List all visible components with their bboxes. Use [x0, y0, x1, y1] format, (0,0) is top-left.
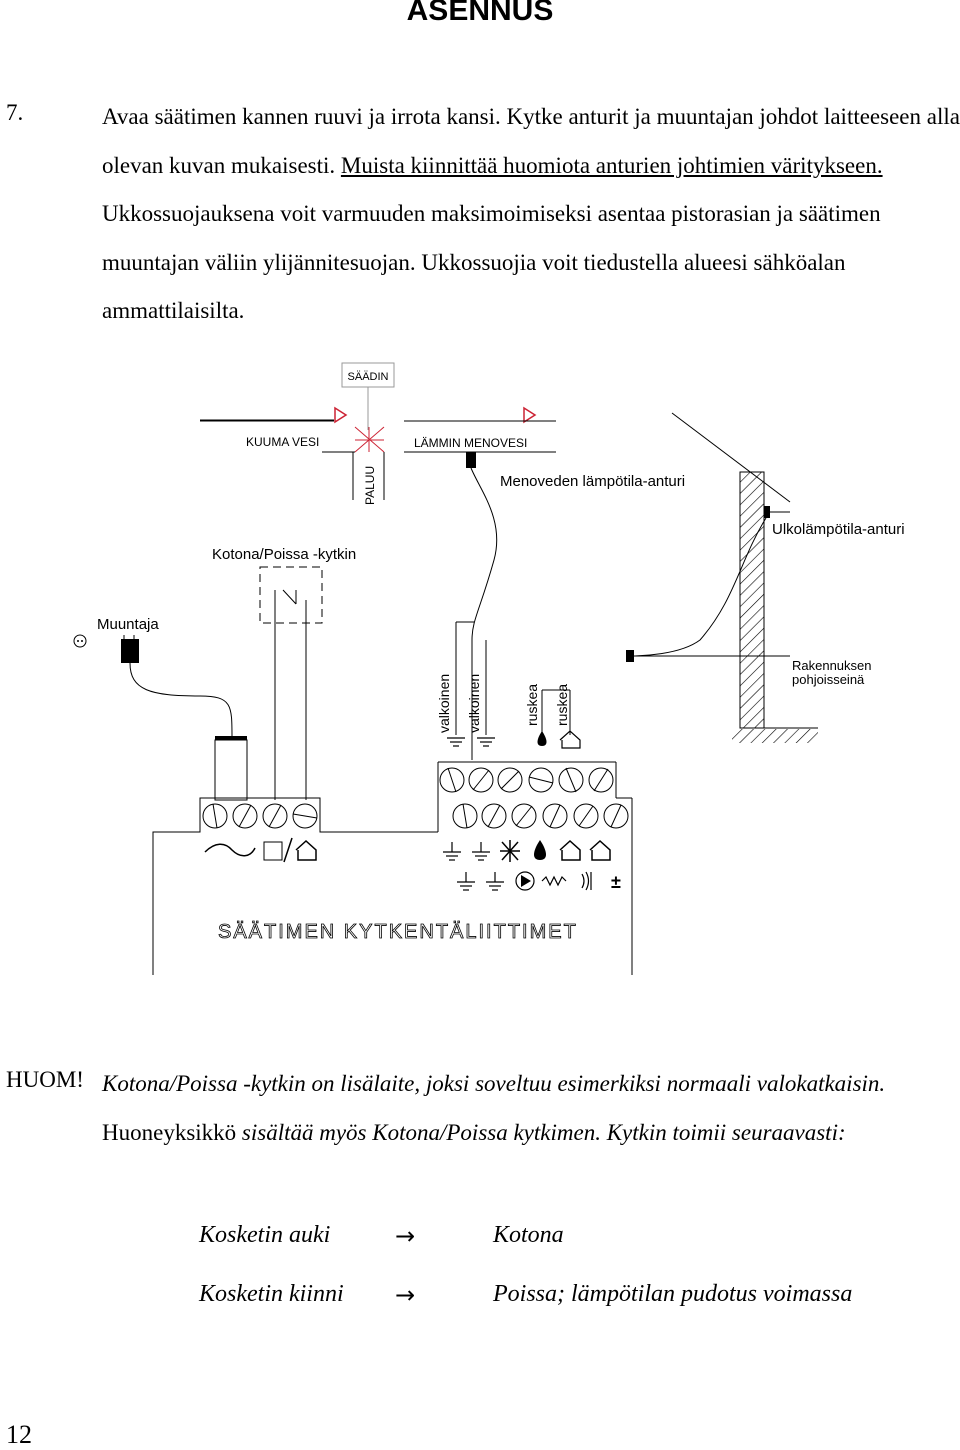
- note-italic-2: sisältää myös Kotona/Poissa kytkimen. Kytkin toimii seuraavasti:: [236, 1119, 846, 1145]
- note-label: HUOM!: [6, 1067, 84, 1092]
- rule-2-condition: Kosketin kiinni: [199, 1281, 344, 1307]
- home-away-switch-box: [260, 567, 322, 623]
- person-house-icon: [264, 842, 282, 860]
- wiring-diagram: [0, 355, 960, 985]
- house-icon: [590, 841, 610, 860]
- step-text-part1: Avaa säätimen kannen ruuvi ja irrota kansi. Kytke anturit ja muuntajan johdot laitteeseen alla olevan kuvan mukaisesti.: [102, 104, 960, 178]
- switch-symbol: [275, 590, 306, 800]
- note-italic-1: Kotona/Poissa -kytkin on lisälaite, joksi soveltuu esimerkiksi normaali valokatkaisin.: [102, 1071, 886, 1096]
- ac-wave-icon: [205, 844, 255, 856]
- terminal-screws-right-top: [440, 768, 613, 792]
- step-text-part2: Ukkossuojauksena voit varmuuden maksimoimiseksi asentaa pistorasian ja säätimen muuntajan väliin ylijännitesuojan. Ukkossuojia voit tiedustella alueesi sähköalan ammattilaisilta.: [102, 201, 881, 323]
- wire-label-3: ruskea: [524, 683, 540, 726]
- wire-label-1: valkoinen: [436, 673, 452, 733]
- plus-minus-icon: ±: [611, 872, 621, 892]
- wall-label-1: Rakennuksen: [792, 658, 872, 673]
- terminal-block: [153, 762, 632, 975]
- rule-2-result: Poissa; lämpötilan pudotus voimassa: [493, 1281, 853, 1307]
- sun-icon: [500, 840, 520, 862]
- flag-icon: [335, 408, 346, 422]
- wire-label-2: valkoinen: [466, 673, 482, 733]
- page-title: ASENNUS: [406, 0, 554, 27]
- buzzer-icon: [582, 872, 591, 890]
- ground-icon: [457, 872, 475, 890]
- note-text: [102, 1060, 952, 1157]
- step-text: [102, 93, 960, 336]
- warm-supply-label: LÄMMIN MENOVESI: [414, 436, 528, 450]
- controller-label: SÄÄDIN: [347, 371, 389, 383]
- socket-icon: [74, 635, 86, 647]
- ground-hatch: [732, 729, 818, 743]
- valve-symbol: [355, 427, 384, 452]
- house-icon: [296, 841, 316, 860]
- terminal-screws-left: [203, 804, 317, 828]
- step-number: 7.: [6, 100, 24, 125]
- note-normal: Huoneyksikkö: [102, 1119, 237, 1145]
- pump-icon: [516, 872, 534, 890]
- water-drop-icon: [534, 840, 546, 860]
- ground-icon: [472, 842, 490, 860]
- transformer-label: Muuntaja: [97, 616, 159, 633]
- wire-label-4: ruskea: [554, 683, 570, 726]
- house-icon: [560, 841, 580, 860]
- supply-sensor-label: Menoveden lämpötila-anturi: [500, 473, 686, 490]
- step-text-underlined: Muista kiinnittää huomiota anturien johtimien väritykseen.: [340, 152, 883, 178]
- ground-icon: [477, 738, 495, 746]
- ground-icon: [443, 842, 461, 860]
- water-drop-icon: [538, 731, 547, 746]
- ground-icon: [486, 872, 504, 890]
- ground-icon: [447, 738, 465, 746]
- outdoor-sensor-label: Ulkolämpötila-anturi: [772, 521, 905, 538]
- terminal-title: SÄÄTIMEN KYTKENTÄLIITTIMET: [218, 921, 578, 943]
- north-wall: [740, 472, 764, 728]
- outdoor-sensor-body: [764, 506, 770, 518]
- return-label: PALUU: [363, 465, 377, 505]
- hot-water-label: KUUMA VESI: [246, 435, 320, 449]
- transformer-plug-icon: [121, 639, 139, 663]
- wall-label-2: pohjoisseinä: [792, 672, 865, 687]
- terminal-screws-right-bottom: [453, 804, 628, 828]
- page-number: 12: [6, 1420, 32, 1449]
- rule-1-condition: Kosketin auki: [199, 1222, 331, 1248]
- home-away-switch-label: Kotona/Poissa -kytkin: [212, 546, 357, 563]
- heater-icon: [542, 877, 566, 885]
- rule-1-result: Kotona: [493, 1222, 564, 1248]
- rule-1-arrow: →: [395, 1222, 416, 1250]
- flag-icon: [524, 408, 535, 422]
- rule-2-arrow: →: [395, 1281, 416, 1309]
